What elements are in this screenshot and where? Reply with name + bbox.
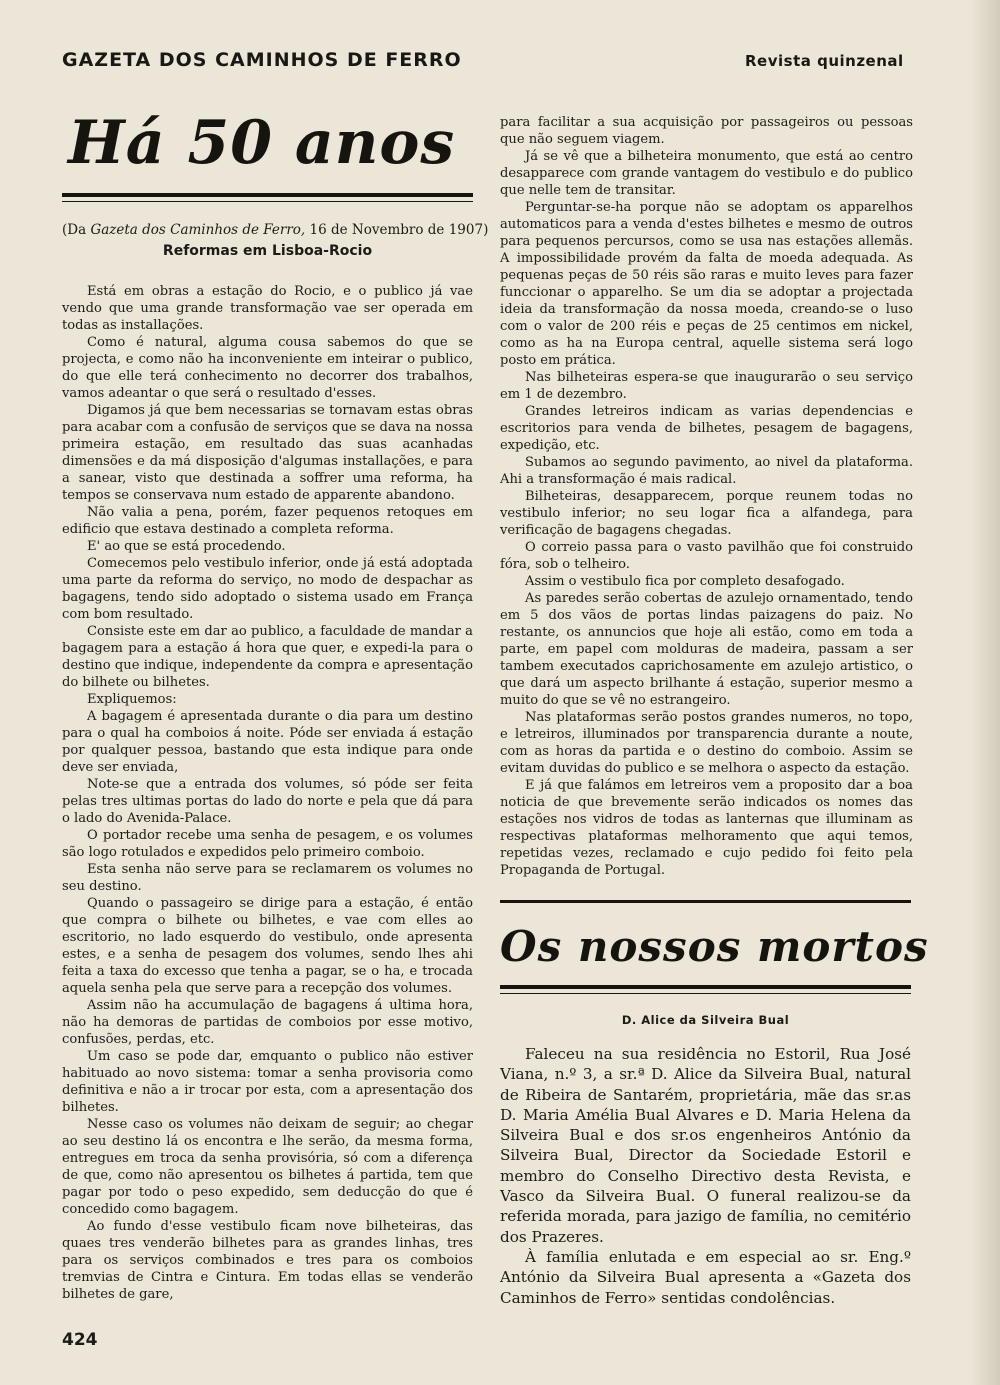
right-column-paragraph: Grandes letreiros indicam as varias dependencias e escritorios para venda de bilhetes, pesagem de bagagens, expedição, etc. (500, 404, 913, 453)
article-source-line (62, 221, 489, 239)
article-title-os-nossos-mortos: Os nossos mortos (500, 922, 929, 971)
running-header-title: GAZETA DOS CAMINHOS DE FERRO (62, 49, 462, 71)
left-column-paragraph: Expliquemos: (87, 692, 177, 707)
right-column (500, 114, 913, 879)
right-column-paragraph: para facilitar a sua acquisição por passageiros ou pessoas que não seguem viagem. (500, 115, 913, 147)
title-rule-thick (62, 193, 473, 197)
left-column-paragraph: Note-se que a entrada dos volumes, só póde ser feita pelas tres ultimas portas do lado do norte e pela que dá para o lado do Avenida-Palace. (62, 777, 473, 826)
right-column-paragraph: Nas plataformas serão postos grandes numeros, no topo, e letreiros, illuminados por transparencia durante a noute, com as horas da partida e o destino do comboio. Assim se evitam duvidas do publico e se melhora o aspecto da estação. (500, 710, 913, 776)
left-column (62, 283, 473, 1303)
right-column-paragraph: Nas bilheteiras espera-se que inaugurarão o seu serviço em 1 de dezembro. (500, 370, 913, 402)
left-column-paragraph: Quando o passageiro se dirige para a estação, é então que compra o bilhete ou bilhetes, e vae com elles ao escritorio, no lado esquerdo do vestibulo, onde apresenta estes, e a senha de pesagem dos volumes, sendo lhes ahi feita a taxa do excesso que tenha a pagar, se o ha, e trocada aquela senha pela que serve para a recepção dos volumes. (62, 896, 473, 996)
left-column-paragraph: A bagagem é apresentada durante o dia para um destino para o qual ha comboios á noite. Póde ser enviada á estação por qualquer pessoa, bastando que esta indique para onde deve ser enviada, (62, 709, 473, 775)
left-column-paragraph: Digamos já que bem necessarias se tornavam estas obras para acabar com a confusão de serviços que se dava na nossa primeira estação, em resultado das suas acanhadas dimensões e da má disposição d'algumas installações, e para a sanear, visto que destinada a soffrer uma reforma, ha tempos se conservava num estado de apparente abandono. (62, 403, 473, 503)
left-column-paragraph: O portador recebe uma senha de pesagem, e os volumes são logo rotulados e expedidos pelo primeiro comboio. (62, 828, 473, 860)
right-column-paragraph: As paredes serão cobertas de azulejo ornamentado, tendo em 5 dos vãos de portas lindas paizagens do paiz. No restante, os annuncios que hoje ali estão, como em toda a parte, em papel com molduras de madeira, passam a ser tambem executados caprichosamente em azulejo artistico, o que dará um aspecto brilhante á estação, superior mesmo a muito do que se vê no estrangeiro. (500, 591, 913, 708)
article-title-ha-50-anos: Há 50 anos (68, 108, 456, 178)
obituary-body (500, 1044, 911, 1308)
right-column-paragraph: Assim o vestibulo fica por completo desafogado. (525, 574, 845, 589)
left-column-paragraph: E' ao que se está procedendo. (87, 539, 286, 554)
obituary-title-rule-thick (500, 985, 911, 989)
right-column-paragraph: E já que falámos em letreiros vem a proposito dar a boa noticia de que brevemente serão indicados os nomes das estações nos vidros de todas as lanternas que illuminam as respectivas plataformas melhoramento que aqui temos, repetidas vezes, reclamado e cujo pedido foi feito pela Propaganda de Portugal. (500, 778, 913, 878)
source-prefix: (Da (62, 222, 87, 238)
page-number: 424 (62, 1330, 98, 1350)
obituary-name: D. Alice da Silveira Bual (621, 1013, 790, 1027)
obituary-paragraph: Faleceu na sua residência no Estoril, Rua José Viana, n.º 3, a sr.ª D. Alice da Silveira Bual, natural de Ribeira de Santarém, proprietária, mãe das sr.as D. Maria Amélia Bual Alvares e D. Maria Helena da Silveira Bual e dos sr.os engenheiros António da Silveira Bual, Director da Sociedade Estoril e membro do Conselho Directivo desta Revista, e Vasco da Silveira Bual. O funeral realizou-se da referida morada, para jazigo de família, no cemitério dos Prazeres. (500, 1045, 911, 1246)
left-column-paragraph: Como é natural, alguma cousa sabemos do que se projecta, e como não ha inconveniente em inteirar o publico, do que elle terá conhecimento no decorrer dos trabalhos, vamos adeantar o que será o resultado d'esses. (62, 335, 473, 401)
right-column-paragraph: O correio passa para o vasto pavilhão que foi construido fóra, sob o telheiro. (500, 540, 913, 572)
right-column-paragraph: Perguntar-se-ha porque não se adoptam os apparelhos automaticos para a venda d'estes bilhetes e mesmo de outros para pequenos percursos, como se usa nas estações allemãs. A impossibilidade provém da falta de moeda adequada. As pequenas peças de 50 réis são raras e muito leves para fazer funccionar o apparelho. Se um dia se adoptar a projectada ideia da transformação da nossa moeda, creando-se o luso com o valor de 200 réis e peças de 25 centimos em nickel, como as ha na Europa central, aquelle sistema será logo posto em prática. (500, 200, 913, 368)
left-column-paragraph: Consiste este em dar ao publico, a faculdade de mandar a bagagem para a estação á hora que quer, e expedi-la para o destino que indique, independente da compra e apresentação do bilhete ou bilhetes. (62, 624, 473, 690)
right-column-paragraph: Bilheteiras, desapparecem, porque reunem todas no vestibulo inferior; no seu logar fica a alfandega, para verificação de bagagens chegadas. (500, 489, 913, 538)
article-subheading: Reformas em Lisboa-Rocio (162, 243, 373, 259)
left-column-paragraph: Um caso se pode dar, emquanto o publico não estiver habituado ao novo sistema: tomar a senha provisoria como definitiva e não a ir trocar por esta, com a apresentação dos bilhetes. (62, 1049, 473, 1115)
source-publication: Gazeta dos Caminhos de Ferro, (90, 222, 306, 238)
left-column-paragraph: Assim não ha accumulação de bagagens á ultima hora, não ha demoras de partidas de comboios por esse motivo, confusões, perdas, etc. (62, 998, 473, 1047)
title-rule-thin (62, 201, 473, 202)
left-column-paragraph: Esta senha não serve para se reclamarem os volumes no seu destino. (62, 862, 473, 894)
right-column-paragraph: Subamos ao segundo pavimento, ao nivel da plataforma. Ahi a transformação é mais radical. (500, 455, 913, 487)
obituary-title-rule-thin (500, 993, 911, 994)
left-column-paragraph: Está em obras a estação do Rocio, e o publico já vae vendo que uma grande transformação vae ser operada em todas as installações. (62, 284, 473, 333)
obituary-paragraph: À família enlutada e em especial ao sr. Eng.º António da Silveira Bual apresenta a «Gazeta dos Caminhos de Ferro» sentidas condolências. (500, 1247, 911, 1307)
source-date: 16 de Novembro de 1907) (309, 222, 489, 238)
page-edge-shadow (970, 0, 1000, 1385)
left-column-paragraph: Não valia a pena, porém, fazer pequenos retoques em edificio que estava destinado a completa reforma. (62, 505, 473, 537)
running-header-subtitle: Revista quinzenal (745, 52, 904, 70)
left-column-paragraph: Comecemos pelo vestibulo inferior, onde já está adoptada uma parte da reforma do serviço, no modo de despachar as bagagens, tendo sido adoptado o sistema usado em França com bom resultado. (62, 556, 473, 622)
obituary-top-rule (500, 900, 911, 903)
right-column-paragraph: Já se vê que a bilheteira monumento, que está ao centro desapparece com grande vantagem do vestibulo e do publico que nelle tem de transitar. (500, 149, 913, 198)
left-column-paragraph: Ao fundo d'esse vestibulo ficam nove bilheteiras, das quaes tres venderão bilhetes para as grandes linhas, tres para os serviços combinados e tres para os comboios tremvias de Cintra e Cintura. Em todas ellas se venderão bilhetes de gare, (62, 1219, 473, 1302)
left-column-paragraph: Nesse caso os volumes não deixam de seguir; ao chegar ao seu destino lá os encontra e lhe serão, da mesma forma, entregues em troca da senha provisória, só com a diferença de que, como não apresentou os bilhetes á partida, tem que pagar por todo o peso expedido, sem deducção do que é concedido como bagagem. (62, 1117, 473, 1217)
